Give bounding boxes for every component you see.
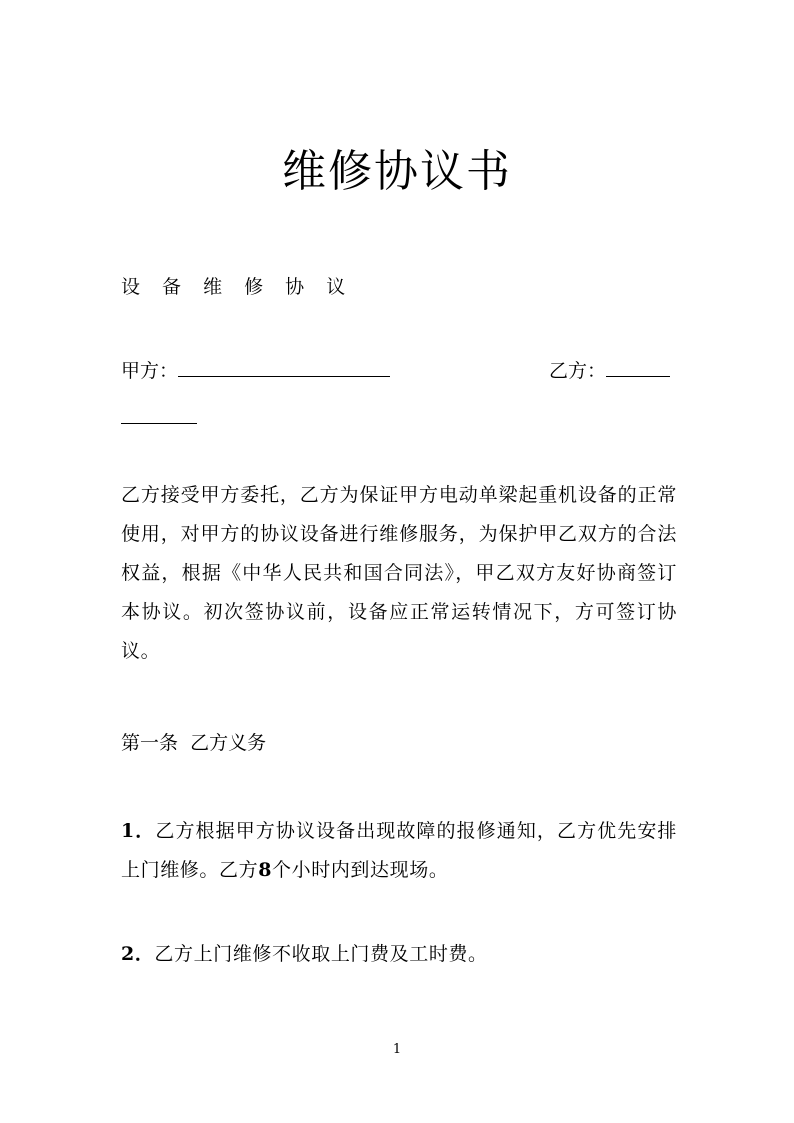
article-item-1: [121, 812, 677, 890]
party-a-label: 甲方：: [121, 360, 179, 382]
item-1-hours: 8: [258, 859, 273, 881]
party-b-line: [549, 356, 670, 386]
party-a-blank: [178, 358, 390, 377]
item-2-text: 乙方上门维修不收取上门费及工时费。: [154, 943, 488, 965]
item-1-number: 1．: [121, 820, 156, 842]
intro-paragraph: 乙方接受甲方委托，乙方为保证甲方电动单梁起重机设备的正常使用，对甲方的协议设备进行维修服务，为保护甲乙双方的合法权益，根据《中华人民共和国合同法》，甲乙双方友好协商签订本协议。初次签协议前，设备应正常运转情况下，方可签订协议。: [121, 484, 677, 662]
item-2-number: 2．: [121, 943, 155, 965]
document-subtitle: 设 备 维 修 协 议: [121, 276, 354, 298]
item-1-text-before: 乙方根据甲方协议设备出现故障的报修通知，乙方优先安排上门维修。乙方: [121, 820, 678, 881]
party-b-blank-continuation: [121, 405, 197, 424]
party-b-blank: [606, 358, 670, 377]
document-title: 维修协议书: [282, 146, 512, 197]
item-1-text-after: 个小时内到达现场。: [272, 859, 449, 881]
page-number: 1: [392, 1042, 402, 1057]
party-a-line: [121, 356, 390, 386]
article-1-heading: 第一条 乙方义务: [121, 732, 267, 754]
party-b-label: 乙方：: [549, 360, 607, 382]
article-item-2: [121, 935, 677, 974]
